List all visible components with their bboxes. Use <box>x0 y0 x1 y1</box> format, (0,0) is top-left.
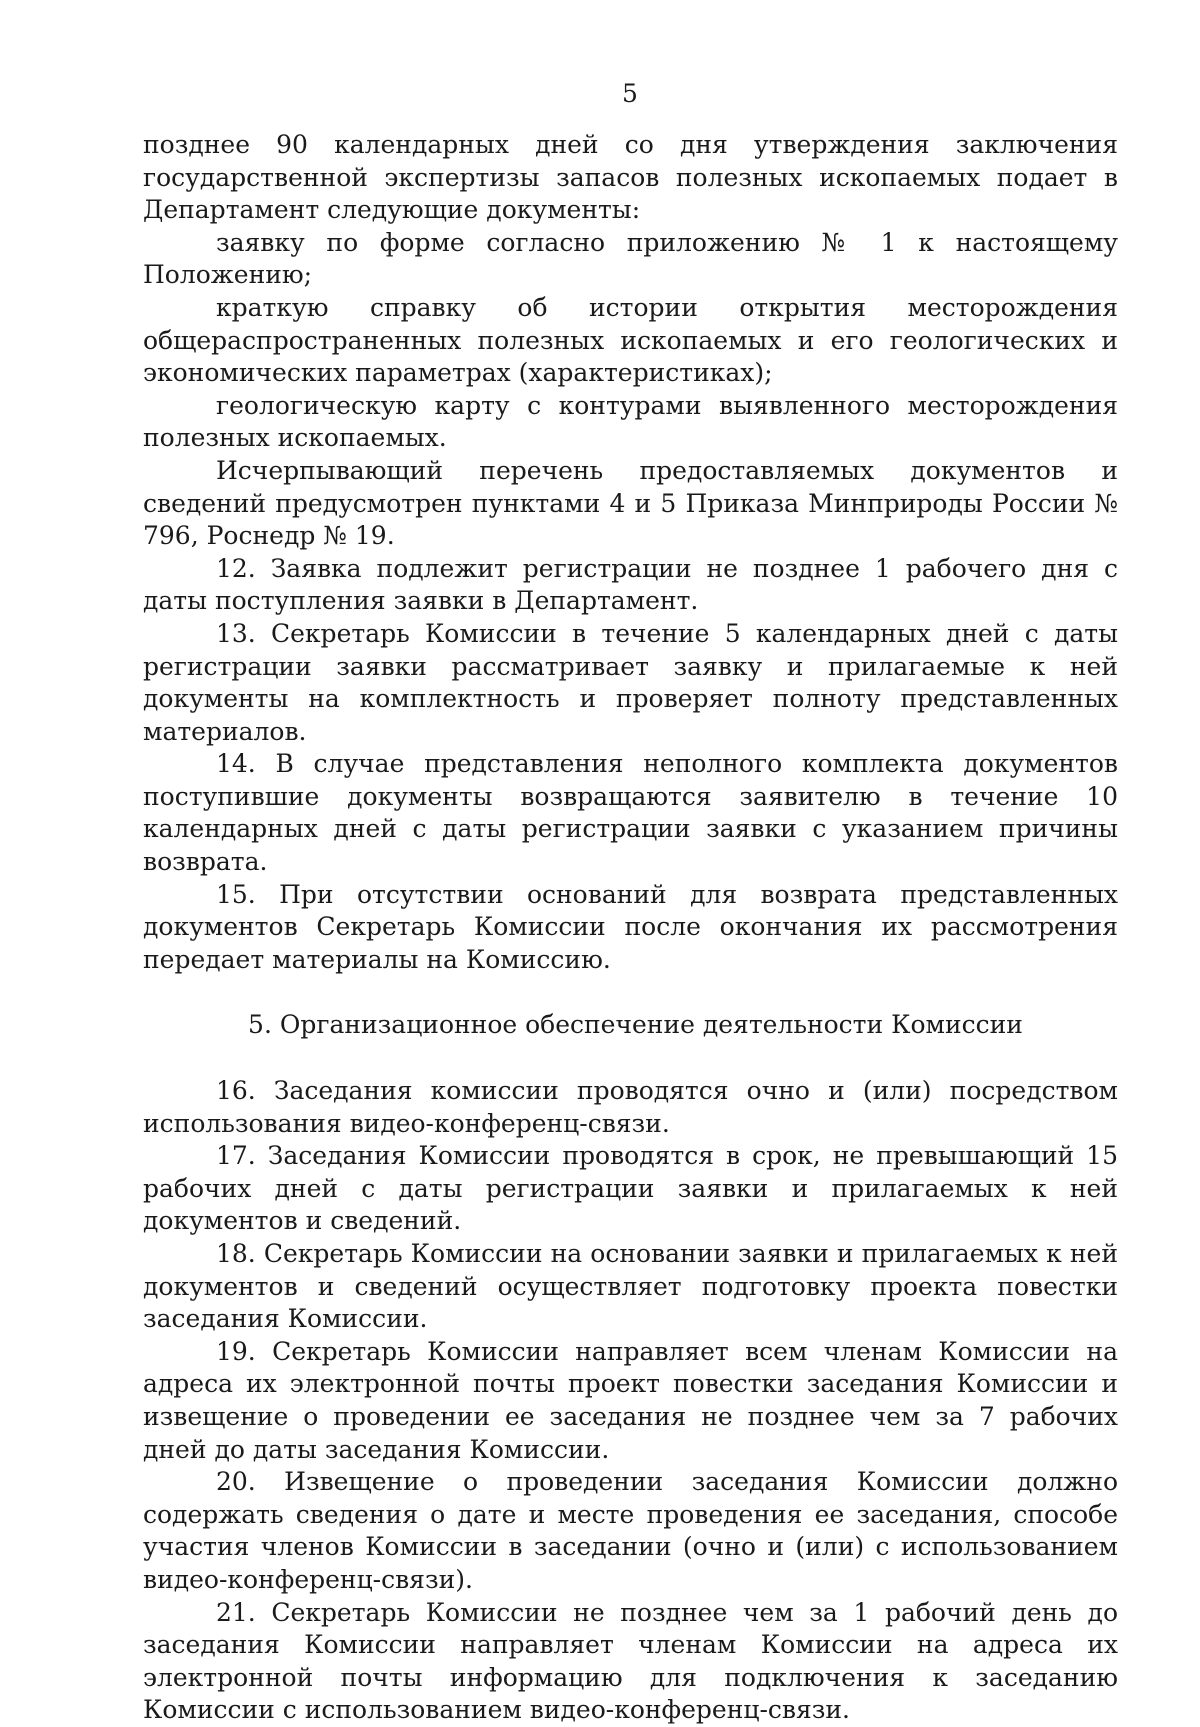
paragraph: 14. В случае представления неполного комплекта документов поступившие документы возвращаются заявителю в течение 10 календарных дней с даты регистрации заявки с указанием причины возврата. <box>143 749 1118 877</box>
paragraph: 15. При отсутствии оснований для возврата представленных документов Секретарь Комиссии после окончания их рассмотрения передает материалы на Комиссию. <box>143 879 1118 974</box>
paragraphs-after-heading <box>143 1075 1118 1727</box>
paragraph: позднее 90 календарных дней со дня утверждения заключения государственной экспертизы запасов полезных ископаемых подает в Департамент следующие документы: <box>143 130 1118 225</box>
paragraph: 12. Заявка подлежит регистрации не позднее 1 рабочего дня с даты поступления заявки в Департамент. <box>143 553 1118 616</box>
paragraph: 20. Извещение о проведении заседания Комиссии должно содержать сведения о дате и месте проведения ее заседания, способе участия членов Комиссии в заседании (очно и (или) с использованием видео-конференц-связи). <box>143 1467 1118 1594</box>
paragraph: 19. Секретарь Комиссии направляет всем членам Комиссии на адреса их электронной почты проект повестки заседания Комиссии и извещение о проведении ее заседания не позднее чем за 7 рабочих дней до даты заседания Комиссии. <box>143 1336 1118 1464</box>
document-body <box>143 129 1118 1727</box>
paragraph: геологическую карту с контурами выявленного месторождения полезных ископаемых. <box>143 390 1118 453</box>
paragraph: краткую справку об истории открытия месторождения общераспространенных полезных ископаемых и его геологических и экономических параметрах (характеристиках); <box>143 292 1118 388</box>
paragraph: 17. Заседания Комиссии проводятся в срок, не превышающий 15 рабочих дней с даты регистрации заявки и прилагаемых к ней документов и сведений. <box>143 1141 1118 1236</box>
paragraph: 18. Секретарь Комиссии на основании заявки и прилагаемых к ней документов и сведений осуществляет подготовку проекта повестки заседания Комиссии. <box>143 1239 1118 1334</box>
paragraphs-before-heading <box>143 129 1118 976</box>
paragraph: 13. Секретарь Комиссии в течение 5 календарных дней с даты регистрации заявки рассматривает заявку и прилагаемые к ней документы на комплектность и проверяет полноту представленных материалов. <box>143 618 1118 746</box>
paragraph: Исчерпывающий перечень предоставляемых документов и сведений предусмотрен пунктами 4 и 5 Приказа Минприроды России № 796, Роснедр № 19. <box>143 455 1118 551</box>
paragraph: 21. Секретарь Комиссии не позднее чем за 1 рабочий день до заседания Комиссии направляет членам Комиссии на адреса их электронной почты информацию для подключения к заседанию Комиссии с использованием видео-конференц-связи. <box>143 1597 1118 1725</box>
paragraph: 16. Заседания комиссии проводятся очно и (или) посредством использования видео-конференц-связи. <box>143 1076 1118 1138</box>
page-number: 5 <box>622 79 638 108</box>
section-heading: 5. Организационное обеспечение деятельности Комиссии <box>248 1010 1023 1040</box>
paragraph: заявку по форме согласно приложению № 1 к настоящему Положению; <box>143 227 1118 290</box>
